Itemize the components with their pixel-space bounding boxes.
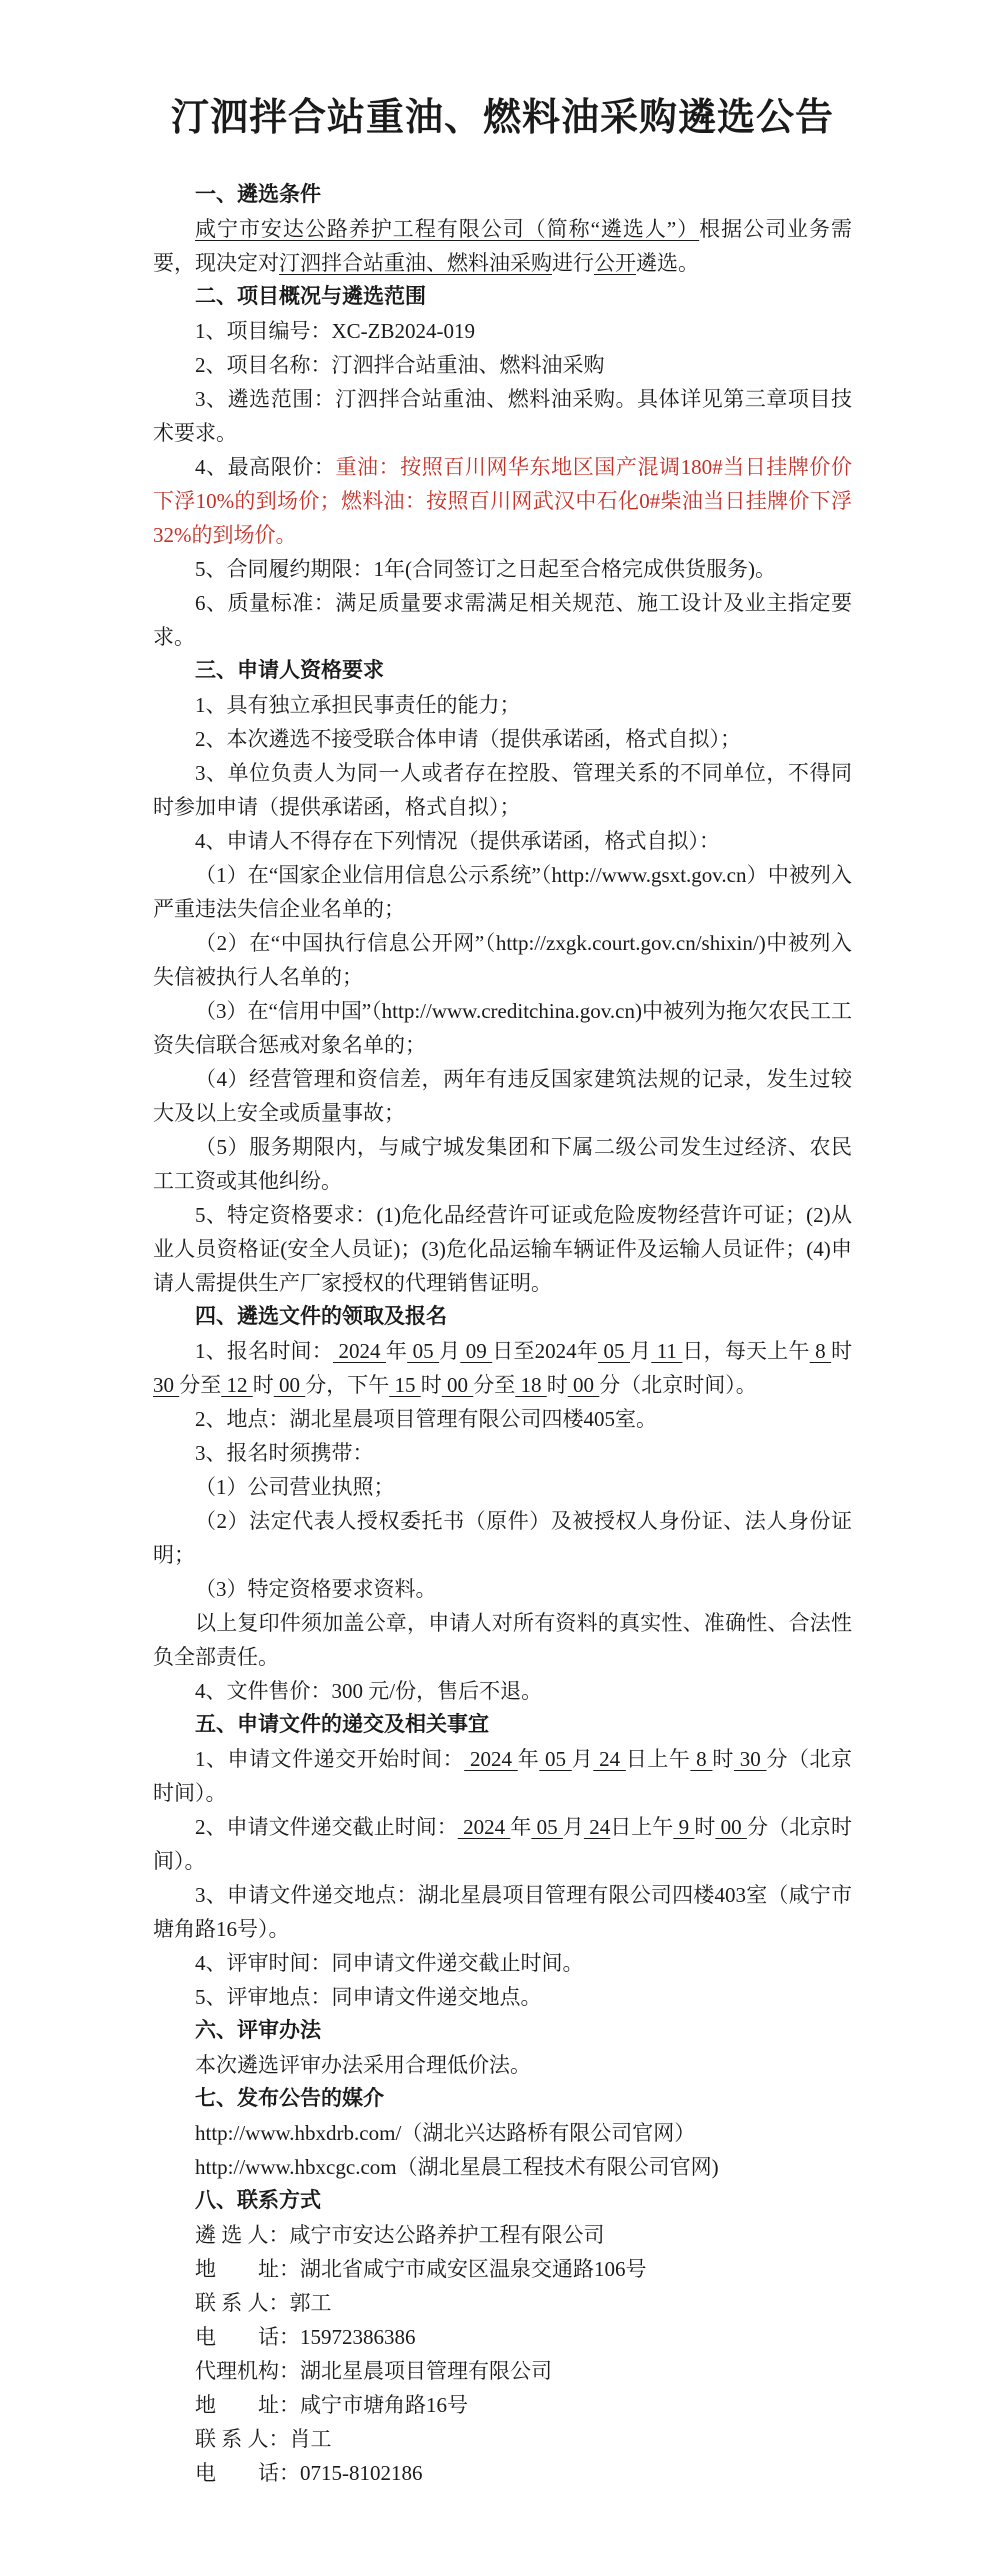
text-run: 8 [690,1747,713,1771]
paragraph [153,2354,852,2388]
text-run: 公开 [594,251,636,275]
text-run: （2）法定代表人授权委托书（原件）及被授权人身份证、法人身份证明； [153,1509,852,1567]
section-heading [153,2014,852,2048]
text-run: 分，下午 [305,1373,390,1397]
text-run: 00 [567,1373,600,1397]
text-run: 1、报名时间： [195,1339,333,1363]
paragraph [153,926,852,994]
text-run: 4、评审时间：同申请文件递交截止时间。 [195,1951,584,1975]
section-heading [153,1300,852,1334]
text-run: 一、遴选条件 [195,183,321,206]
text-run: 09 [460,1339,493,1363]
paragraph [153,1504,852,1572]
text-run: 六、评审办法 [195,2019,321,2042]
text-run: 时 [831,1339,853,1363]
text-run: 18 [515,1373,547,1397]
paragraph [153,1980,852,2014]
text-run: 15 [389,1373,421,1397]
paragraph [153,1946,852,1980]
paragraph [153,2286,852,2320]
text-run: 咸宁市安达公路养护工程有限公司（简称“遴选人”） [195,217,700,241]
text-run: 00 [273,1373,306,1397]
paragraph [153,1810,852,1878]
text-run: 日至2024年 [492,1339,599,1363]
paragraph [153,212,852,280]
text-run: 9 [673,1815,695,1839]
text-run: 分至 [179,1373,222,1397]
paragraph [153,382,852,450]
paragraph [153,2150,852,2184]
paragraph [153,824,852,858]
text-run: 时 [420,1373,442,1397]
paragraph [153,1130,852,1198]
text-run: 5、合同履约期限：1年(合同签订之日起至合格完成供货服务)。 [195,557,776,581]
text-run: 2、项目名称：汀泗拌合站重油、燃料油采购 [195,353,605,377]
document-body [153,178,852,2490]
paragraph [153,450,852,552]
paragraph [153,1334,852,1402]
paragraph [153,314,852,348]
text-run: 时 [252,1373,274,1397]
text-run: （2）在“中国执行信息公开网”（http://zxgk.court.gov.cn/shixin/)中被列入失信被执行人名单的； [153,931,852,989]
text-run: 年 [385,1339,408,1363]
paragraph [153,858,852,926]
section-heading [153,654,852,688]
section-heading [153,1708,852,1742]
text-run: （1）公司营业执照； [195,1475,395,1499]
text-run: 时 [712,1747,734,1771]
text-run: 年 [517,1747,540,1771]
paragraph [153,1436,852,1470]
paragraph [153,756,852,824]
text-run: 4、文件售价：300 元/份，售后不退。 [195,1679,543,1703]
text-run: 时 [546,1373,568,1397]
paragraph [153,1062,852,1130]
text-run: 3、申请文件递交地点：湖北星晨项目管理有限公司四楼403室（咸宁市塘角路16号）。 [153,1883,852,1941]
text-run: 月 [439,1339,461,1363]
paragraph [153,2116,852,2150]
text-run: 05 [539,1747,572,1771]
text-run: 月 [562,1815,584,1839]
text-run: 2、申请文件递交截止时间： [195,1815,458,1839]
text-run: 七、发布公告的媒介 [195,2087,384,2110]
text-run: 分（北京时间）。 [153,1747,852,1805]
text-run: 电 话：15972386386 [195,2325,416,2349]
text-run: 日，每天上午 [682,1339,810,1363]
paragraph [153,688,852,722]
paragraph [153,2422,852,2456]
paragraph [153,1674,852,1708]
paragraph [153,2320,852,2354]
text-run: 分至 [473,1373,516,1397]
text-run: 重油：按照百川网华东地区国产混调180#当日挂牌价价下浮10%的到场价；燃料油：按照百川网武汉中石化0#柴油当日挂牌价下浮32%的到场价。 [153,455,852,547]
text-run: 电 话：0715-8102186 [195,2461,423,2485]
text-run: 30 [733,1747,767,1771]
text-run: 以上复印件须加盖公章，申请人对所有资料的真实性、准确性、合法性负全部责任。 [153,1611,852,1669]
text-run: 遴 选 人：咸宁市安达公路养护工程有限公司 [195,2223,605,2247]
paragraph [153,994,852,1062]
text-run: 30 [153,1373,180,1397]
paragraph [153,2048,852,2082]
text-run: 3、报名时须携带： [195,1441,374,1465]
text-run: 2024 [464,1747,518,1771]
section-heading [153,280,852,314]
text-run: 本次遴选评审办法采用合理低价法。 [195,2053,531,2077]
paragraph [153,1742,852,1810]
text-run: 代理机构：湖北星晨项目管理有限公司 [195,2359,552,2383]
text-run: 2024 [457,1815,511,1839]
paragraph [153,348,852,382]
text-run: 年 [510,1815,532,1839]
paragraph [153,2388,852,2422]
paragraph [153,2218,852,2252]
text-run: 4、最高限价： [195,455,336,479]
text-run: 2、本次遴选不接受联合体申请（提供承诺函，格式自拟）； [195,727,741,751]
text-run: （4）经营管理和资信差，两年有违反国家建筑法规的记录，发生过较大及以上安全或质量事故； [153,1067,852,1125]
text-run: 05 [598,1339,631,1363]
text-run: 1、具有独立承担民事责任的能力； [195,693,521,717]
text-run: 3、单位负责人为同一人或者存在控股、管理关系的不同单位，不得同时参加申请（提供承诺函，格式自拟）； [153,761,852,819]
paragraph [153,2456,852,2490]
text-run: 根据公司业务需要，现决定对 [153,217,853,275]
paragraph [153,1470,852,1504]
paragraph [153,1606,852,1674]
text-run: 分（北京时间）。 [153,1815,853,1873]
text-run: 地 址：湖北省咸宁市咸安区温泉交通路106号 [195,2257,647,2281]
text-run: 五、申请文件的递交及相关事宜 [195,1713,489,1736]
paragraph [153,552,852,586]
text-run: 05 [531,1815,563,1839]
paragraph [153,2252,852,2286]
text-run: 6、质量标准：满足质量要求需满足相关规范、施工设计及业主指定要求。 [153,591,852,649]
text-run: （1）在“国家企业信用信息公示系统”（http://www.gsxt.gov.cn）中被列入严重违法失信企业名单的； [153,863,852,921]
text-run: 1、申请文件递交开始时间： [195,1747,465,1771]
text-run: 5、特定资格要求：(1)危化品经营许可证或危险废物经营许可证；(2)从业人员资格证(安全人员证)；(3)危化品运输车辆证件及运输人员证件；(4)申请人需提供生产厂家授权的代理销售证明。 [153,1203,852,1295]
text-run: 汀泗拌合站重油、燃料油采购 [279,251,552,275]
text-run: 日上午 [625,1747,691,1771]
text-run: （3）在“信用中国”（http://www.creditchina.gov.cn)中被列为拖欠农民工工资失信联合惩戒对象名单的； [153,999,852,1057]
text-run: 00 [441,1373,474,1397]
text-run: 四、遴选文件的领取及报名 [195,1305,447,1328]
text-run: 5、评审地点：同申请文件递交地点。 [195,1985,542,2009]
text-run: 00 [715,1815,747,1839]
text-run: 2024 [332,1339,386,1363]
paragraph [153,1198,852,1300]
paragraph [153,586,852,654]
text-run: 地 址：咸宁市塘角路16号 [195,2393,468,2417]
text-run: 日上午 [610,1815,674,1839]
text-run: 八、联系方式 [195,2189,321,2212]
document-title: 汀泗拌合站重油、燃料油采购遴选公告 [170,97,834,139]
text-run: 24 [593,1747,626,1771]
text-run: 4、申请人不得存在下列情况（提供承诺函，格式自拟）： [195,829,720,853]
paragraph [153,1572,852,1606]
text-run: 二、项目概况与遴选范围 [195,285,426,308]
text-run: （5）服务期限内，与咸宁城发集团和下属二级公司发生过经济、农民工工资或其他纠纷。 [153,1135,852,1193]
text-run: 三、申请人资格要求 [195,659,384,682]
text-run: 1、项目编号：XC-ZB2024-019 [195,319,475,343]
paragraph [153,722,852,756]
text-run: 分（北京时间）。 [599,1373,757,1397]
text-run: http://www.hbxdrb.com/（湖北兴达路桥有限公司官网） [195,2121,696,2145]
text-run: 月 [571,1747,594,1771]
section-heading [153,2082,852,2116]
text-run: 遴选。 [636,251,699,275]
text-run: 11 [651,1339,683,1363]
text-run: 2、地点：湖北星晨项目管理有限公司四楼405室。 [195,1407,657,1431]
text-run: 联 系 人：郭工 [195,2291,332,2315]
text-run: 联 系 人：肖工 [195,2427,332,2451]
text-run: 24 [583,1815,611,1839]
text-run: 月 [630,1339,652,1363]
text-run: （3）特定资格要求资料。 [195,1577,437,1601]
text-run: http://www.hbxcgc.com（湖北星晨工程技术有限公司官网) [195,2155,719,2179]
text-run: 时 [694,1815,716,1839]
text-run: 3、遴选范围：汀泗拌合站重油、燃料油采购。具体详见第三章项目技术要求。 [153,387,852,445]
paragraph [153,1402,852,1436]
text-run: 05 [407,1339,440,1363]
text-run: 12 [221,1373,253,1397]
section-heading [153,178,852,212]
paragraph [153,1878,852,1946]
text-run: 8 [809,1339,832,1363]
section-heading [153,2184,852,2218]
text-run: 进行 [552,251,594,275]
